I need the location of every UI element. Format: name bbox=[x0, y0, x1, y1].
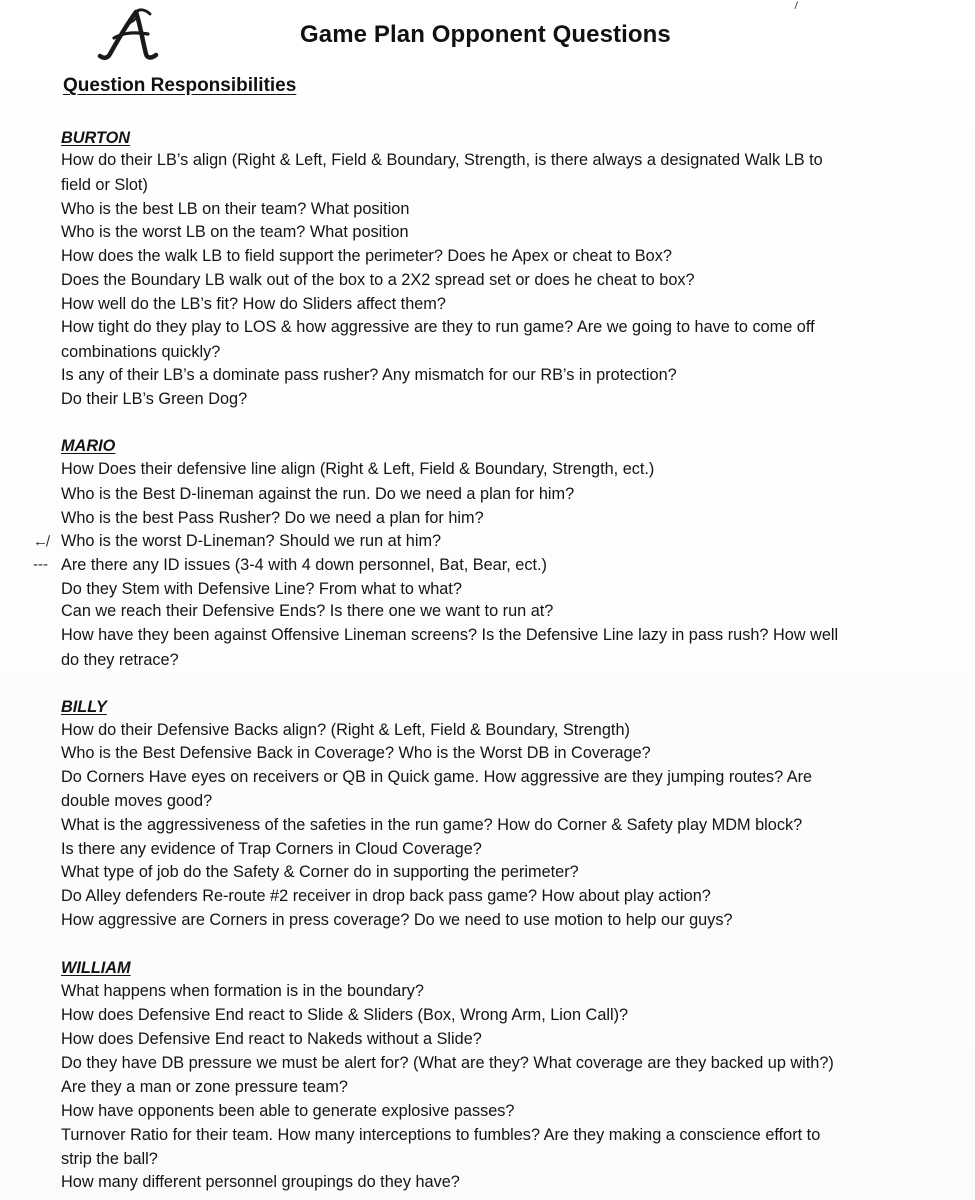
question-line: How tight do they play to LOS & how aggressive are they to run game? Are we going to have to come off bbox=[61, 318, 815, 336]
question-line: Do Alley defenders Re-route #2 receiver in drop back pass game? How about play action? bbox=[61, 887, 711, 905]
question-line: Are they a man or zone pressure team? bbox=[61, 1078, 348, 1096]
section-title-mario: MARIO bbox=[61, 437, 116, 455]
question-line: do they retrace? bbox=[61, 651, 179, 669]
question-line: How aggressive are Corners in press coverage? Do we need to use motion to help our guys? bbox=[61, 911, 733, 929]
question-line: Do they Stem with Defensive Line? From what to what? bbox=[61, 580, 462, 598]
question-line: How well do the LB’s fit? How do Sliders affect them? bbox=[61, 295, 446, 313]
question-line: Do Corners Have eyes on receivers or QB in Quick game. How aggressive are they jumping routes? Are bbox=[61, 768, 813, 786]
question-line: How does Defensive End react to Nakeds without a Slide? bbox=[61, 1030, 482, 1048]
section-title-billy: BILLY bbox=[61, 698, 107, 716]
question-line: How Does their defensive line align (Right & Left, Field & Boundary, Strength, ect.) bbox=[61, 460, 655, 478]
question-line: Does the Boundary LB walk out of the box to a 2X2 spread set or does he cheat to box? bbox=[61, 271, 695, 289]
margin-arrow-mark: ↚ bbox=[33, 533, 48, 550]
question-line: Is there any evidence of Trap Corners in Cloud Coverage? bbox=[61, 840, 482, 858]
question-line: Who is the worst LB on the team? What position bbox=[61, 223, 409, 241]
question-line: Who is the best LB on their team? What position bbox=[61, 200, 410, 218]
pen-mark bbox=[789, 0, 798, 9]
question-line: Do they have DB pressure we must be alert for? (What are they? What coverage are they backed up with?) bbox=[61, 1054, 834, 1072]
question-line: What happens when formation is in the boundary? bbox=[61, 982, 424, 1000]
script-a-logo bbox=[96, 8, 164, 62]
question-line: How have opponents been able to generate explosive passes? bbox=[61, 1102, 515, 1120]
margin-dash-mark: --- bbox=[33, 556, 48, 573]
question-line: What type of job do the Safety & Corner do in supporting the perimeter? bbox=[61, 863, 579, 881]
question-line: Turnover Ratio for their team. How many interceptions to fumbles? Are they making a conscience effort to bbox=[61, 1126, 821, 1144]
question-line: Who is the best Pass Rusher? Do we need a plan for him? bbox=[61, 509, 484, 527]
question-line: strip the ball? bbox=[61, 1150, 158, 1168]
question-line: How does Defensive End react to Slide & Sliders (Box, Wrong Arm, Lion Call)? bbox=[61, 1006, 629, 1024]
question-line: Is any of their LB’s a dominate pass rusher? Any mismatch for our RB’s in protection? bbox=[61, 366, 677, 384]
question-line: combinations quickly? bbox=[61, 343, 221, 361]
question-line: double moves good? bbox=[61, 792, 213, 810]
question-line: field or Slot) bbox=[61, 176, 148, 194]
question-line: Can we reach their Defensive Ends? Is there one we want to run at? bbox=[61, 602, 554, 620]
section-title-burton: BURTON bbox=[61, 129, 131, 147]
question-line: Who is the Best Defensive Back in Coverage? Who is the Worst DB in Coverage? bbox=[61, 744, 651, 762]
question-line: What is the aggressiveness of the safeties in the run game? How do Corner & Safety play MDM block? bbox=[61, 816, 803, 834]
question-line: Do their LB’s Green Dog? bbox=[61, 390, 248, 408]
section-heading: Question Responsibilities bbox=[63, 75, 297, 96]
question-line: How have they been against Offensive Lineman screens? Is the Defensive Line lazy in pass rush? How well bbox=[61, 626, 839, 644]
question-line: How does the walk LB to field support the perimeter? Does he Apex or cheat to Box? bbox=[61, 247, 672, 265]
question-line: How do their LB’s align (Right & Left, Field & Boundary, Strength, is there always a designated Walk LB to bbox=[61, 151, 823, 169]
question-line: Who is the worst D-Lineman? Should we run at him? bbox=[61, 532, 442, 550]
question-line: How do their Defensive Backs align? (Right & Left, Field & Boundary, Strength) bbox=[61, 721, 630, 739]
section-title-william: WILLIAM bbox=[61, 959, 131, 977]
page-title: Game Plan Opponent Questions bbox=[300, 21, 671, 48]
question-line: How many different personnel groupings do they have? bbox=[61, 1173, 460, 1191]
question-line: Who is the Best D-lineman against the run. Do we need a plan for him? bbox=[61, 485, 575, 503]
question-line: Are there any ID issues (3-4 with 4 down personnel, Bat, Bear, ect.) bbox=[61, 556, 547, 574]
